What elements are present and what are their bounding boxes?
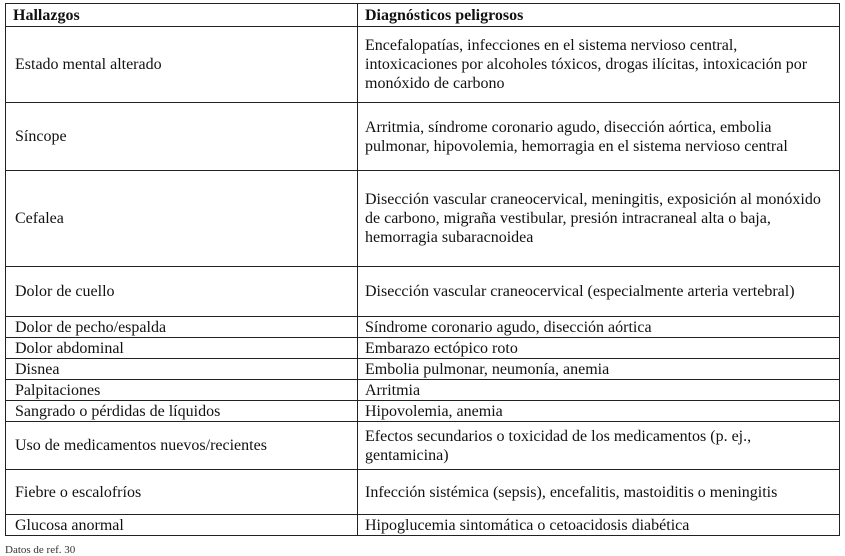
table-row [6, 338, 840, 359]
source-footnote: Datos de ref. 30 [5, 544, 76, 556]
table-row [6, 103, 840, 171]
finding-cell: Fiebre o escalofríos [6, 470, 358, 515]
finding-cell: Estado mental alterado [6, 27, 358, 103]
findings-table-container [5, 3, 840, 536]
finding-cell: Síncope [6, 103, 358, 171]
table-row [6, 470, 840, 515]
diagnoses-cell: Embolia pulmonar, neumonía, anemia [358, 359, 840, 380]
table-row [6, 422, 840, 470]
diagnoses-cell: Hipoglucemia sintomática o cetoacidosis diabética [358, 515, 840, 536]
diagnoses-cell: Hipovolemia, anemia [358, 401, 840, 422]
table-row [6, 380, 840, 401]
table-row [6, 171, 840, 267]
table-row [6, 359, 840, 380]
diagnoses-cell: Disección vascular craneocervical (especialmente arteria vertebral) [358, 267, 840, 317]
findings-table [5, 3, 840, 536]
finding-cell: Dolor abdominal [6, 338, 358, 359]
diagnoses-cell: Arritmia, síndrome coronario agudo, disección aórtica, embolia pulmonar, hipovolemia, hemorragia en el sistema nervioso central [358, 103, 840, 171]
finding-cell: Dolor de pecho/espalda [6, 317, 358, 338]
table-row [6, 317, 840, 338]
finding-cell: Cefalea [6, 171, 358, 267]
diagnoses-cell: Infección sistémica (sepsis), encefalitis, mastoiditis o meningitis [358, 470, 840, 515]
finding-cell: Disnea [6, 359, 358, 380]
diagnoses-cell: Encefalopatías, infecciones en el sistema nervioso central, intoxicaciones por alcoholes tóxicos, drogas ilícitas, intoxicación por monóxido de carbono [358, 27, 840, 103]
finding-cell: Glucosa anormal [6, 515, 358, 536]
finding-cell: Dolor de cuello [6, 267, 358, 317]
table-row [6, 267, 840, 317]
header-findings: Hallazgos [6, 4, 358, 27]
finding-cell: Uso de medicamentos nuevos/recientes [6, 422, 358, 470]
diagnoses-cell: Efectos secundarios o toxicidad de los medicamentos (p. ej., gentamicina) [358, 422, 840, 470]
table-row [6, 27, 840, 103]
table-body [6, 27, 840, 536]
table-row [6, 401, 840, 422]
diagnoses-cell: Síndrome coronario agudo, disección aórtica [358, 317, 840, 338]
diagnoses-cell: Disección vascular craneocervical, meningitis, exposición al monóxido de carbono, migraña vestibular, presión intracraneal alta o baja, hemorragia subaracnoidea [358, 171, 840, 267]
table-header-row [6, 4, 840, 27]
diagnoses-cell: Embarazo ectópico roto [358, 338, 840, 359]
header-diagnoses: Diagnósticos peligrosos [358, 4, 840, 27]
table-row [6, 515, 840, 536]
finding-cell: Sangrado o pérdidas de líquidos [6, 401, 358, 422]
finding-cell: Palpitaciones [6, 380, 358, 401]
diagnoses-cell: Arritmia [358, 380, 840, 401]
